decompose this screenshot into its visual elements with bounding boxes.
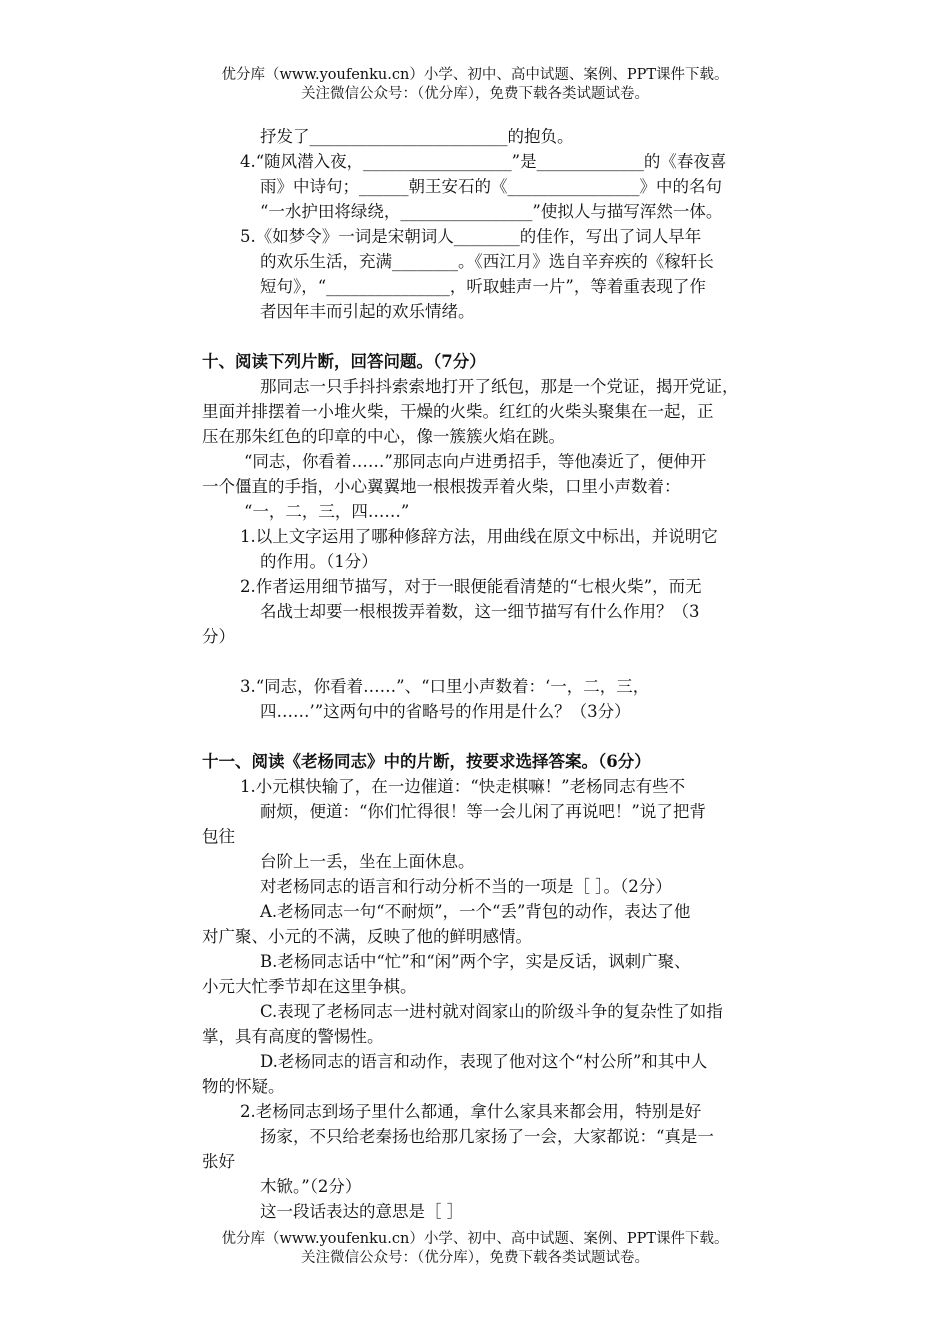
passage-line: “同志，你看着……”那同志向卢进勇招手，等他凑近了，便伸开 — [244, 452, 707, 471]
header-line-2: 关注微信公众号：（优分库），免费下载各类试题试卷。 — [301, 86, 649, 102]
text-line: 的作用。（1分） — [260, 552, 378, 571]
text-line: 者因年丰而引起的欢乐情绪。 — [260, 302, 475, 321]
passage-line: 一个僵直的手指，小心翼翼地一根根拨弄着火柴，口里小声数着： — [202, 477, 681, 496]
question-item: 4.“随风潜入夜，__________________”是_____________的《春夜喜 — [240, 152, 727, 171]
option-c: C.表现了老杨同志一进村就对阎家山的阶级斗争的复杂性了如指 — [260, 1002, 723, 1021]
option-d: D.老杨同志的语言和动作，表现了他对这个“村公所”和其中人 — [260, 1052, 708, 1071]
text-line: 分） — [202, 627, 235, 646]
text-line: 这一段话表达的意思是［ ］ — [260, 1202, 464, 1221]
passage-line: 压在那朱红色的印章的中心，像一簇簇火焰在跳。 — [202, 427, 565, 446]
section-heading-11: 十一、阅读《老杨同志》中的片断，按要求选择答案。（6分） — [202, 752, 651, 771]
question-item: 3.“同志，你看着……”、“口里小声数着：‘一，二，三， — [240, 677, 650, 696]
section-heading-10: 十、阅读下列片断，回答问题。（7分） — [202, 352, 486, 371]
page-header — [0, 66, 950, 104]
text-line: 对广聚、小元的不满，反映了他的鲜明感情。 — [202, 927, 532, 946]
question-item: 1.以上文字运用了哪种修辞方法，用曲线在原文中标出，并说明它 — [240, 527, 718, 546]
text-line: 台阶上一丢，坐在上面休息。 — [260, 852, 475, 871]
option-b: B.老杨同志话中“忙”和“闲”两个字，实是反话，讽刺广聚、 — [260, 952, 691, 971]
text-line: 物的怀疑。 — [202, 1077, 285, 1096]
passage-line: “一，二，三，四……” — [244, 502, 410, 521]
text-line: 张好 — [202, 1152, 235, 1171]
question-item: 2.作者运用细节描写，对于一眼便能看清楚的“七根火柴”，而无 — [240, 577, 702, 596]
question-item: 5.《如梦令》一词是宋朝词人________的佳作，写出了词人早年 — [240, 227, 702, 246]
text-line: 对老杨同志的语言和行动分析不当的一项是［ ］。（2分） — [260, 877, 672, 896]
option-a: A.老杨同志一句“不耐烦”，一个“丢”背包的动作，表达了他 — [260, 902, 691, 921]
text-line: “一水护田将绿绕，________________”使拟人与描写浑然一体。 — [260, 202, 723, 221]
page-footer — [0, 1230, 950, 1268]
question-item: 2.老杨同志到场子里什么都通，拿什么家具来都会用，特别是好 — [240, 1102, 702, 1121]
text-line: 四……’”这两句中的省略号的作用是什么？（3分） — [260, 702, 631, 721]
text-line: 扬家，不只给老秦扬也给那几家扬了一会，大家都说：“真是一 — [260, 1127, 714, 1146]
header-line-1: 优分库（www.youfenku.cn）小学、初中、高中试题、案例、PPT课件下载。 — [221, 67, 729, 83]
text-line: 包往 — [202, 827, 235, 846]
passage-line: 里面并排摆着一小堆火柴，干燥的火柴。红红的火柴头聚集在一起，正 — [202, 402, 714, 421]
text-line: 掌，具有高度的警惕性。 — [202, 1027, 384, 1046]
text-line: 的欢乐生活，充满________。《西江月》选自辛弃疾的《稼轩长 — [260, 252, 714, 271]
passage-line: 那同志一只手抖抖索索地打开了纸包，那是一个党证，揭开党证， — [260, 377, 739, 396]
text-line: 耐烦，便道：“你们忙得很！等一会儿闲了再说吧！”说了把背 — [260, 802, 706, 821]
text-line: 雨》中诗句；______朝王安石的《________________》中的名句 — [260, 177, 722, 196]
text-line: 小元大忙季节却在这里争棋。 — [202, 977, 417, 996]
footer-line-2: 关注微信公众号：（优分库），免费下载各类试题试卷。 — [301, 1250, 649, 1266]
text-line: 木锨。”（2分） — [260, 1177, 362, 1196]
text-line: 抒发了________________________的抱负。 — [260, 127, 574, 146]
question-item: 1.小元棋快输了，在一边催道：“快走棋嘛！”老杨同志有些不 — [240, 777, 686, 796]
text-line: 名战士却要一根根拨弄着数，这一细节描写有什么作用？（3 — [260, 602, 700, 621]
footer-line-1: 优分库（www.youfenku.cn）小学、初中、高中试题、案例、PPT课件下载。 — [221, 1231, 729, 1247]
text-line: 短句》，“_______________，听取蛙声一片”，等着重表现了作 — [260, 277, 706, 296]
